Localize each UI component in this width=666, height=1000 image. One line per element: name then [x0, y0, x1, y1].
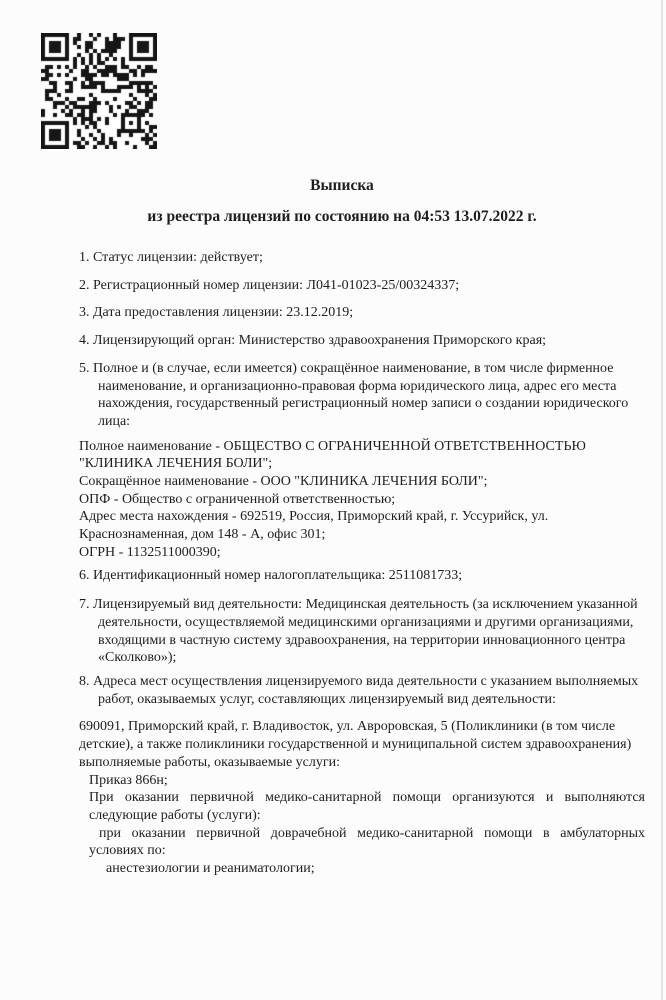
paragraph: Приказ 866н;: [89, 772, 168, 788]
paragraph: 3. Дата предоставления лицензии: 23.12.2019;: [79, 305, 354, 321]
document-body: [79, 249, 645, 878]
paragraph: при оказании первичной доврачебной медико-санитарной помощи в амбулаторных условиях по:: [89, 825, 645, 859]
paragraph: 5. Полное и (в случае, если имеется) сокращённое наименование, в том числе фирменное наименование, и организационно-правовая форма юридического лица, адрес его места нахождения, государственный регистрационный номер записи о создании юридического лица:: [79, 360, 629, 429]
paragraph: Сокращённое наименование - ООО "КЛИНИКА ЛЕЧЕНИЯ БОЛИ";: [79, 474, 488, 490]
paragraph: выполняемые работы, оказываемые услуги:: [79, 754, 341, 770]
paragraph: 6. Идентификационный номер налогоплательщика: 2511081733;: [79, 567, 463, 583]
paragraph: ОГРН - 1132511000390;: [79, 544, 221, 560]
paragraph: 2. Регистрационный номер лицензии: Л041-01023-25/00324337;: [79, 277, 460, 293]
paragraph: 690091, Приморский край, г. Владивосток, ул. Авроровская, 5 (Поликлиники (в том числе детские), а также поликлиники государственной и муниципальной систем здравоохранения): [79, 719, 632, 753]
paragraph: 8. Адреса мест осуществления лицензируемого вида деятельности с указанием выполняемых работ, оказываемых услуг, составляющих лицензируемый вид деятельности:: [79, 674, 639, 707]
paragraph: 4. Лицензирующий орган: Министерство здравоохранения Приморского края;: [79, 333, 547, 349]
paragraph: Полное наименование - ОБЩЕСТВО С ОГРАНИЧЕННОЙ ОТВЕТСТВЕННОСТЬЮ "КЛИНИКА ЛЕЧЕНИЯ БОЛИ";: [79, 438, 586, 472]
paragraph: При оказании первичной медико-санитарной помощи организуются и выполняются следующие работы (услуги):: [89, 790, 645, 823]
paragraph: 7. Лицензируемый вид деятельности: Медицинская деятельность (за исключением указанной деятельности, осуществляемой медицинскими организациями и другими организациями, входящими в частную систему здравоохранения, на территории инновационного центра «Сколково»);: [79, 597, 638, 666]
paragraph: Адрес места нахождения - 692519, Россия, Приморский край, г. Уссурийск, ул. Краснознаменная, дом 148 - А, офис 301;: [79, 509, 549, 543]
document-subtitle: из реестра лицензий по состоянию на 04:53 13.07.2022 г.: [147, 208, 537, 225]
paragraph: анестезиологии и реаниматологии;: [106, 861, 315, 877]
paragraph: ОПФ - Общество с ограниченной ответственностью;: [79, 491, 396, 507]
document-title: Выписка: [310, 177, 374, 194]
paragraph: 1. Статус лицензии: действует;: [79, 250, 263, 265]
